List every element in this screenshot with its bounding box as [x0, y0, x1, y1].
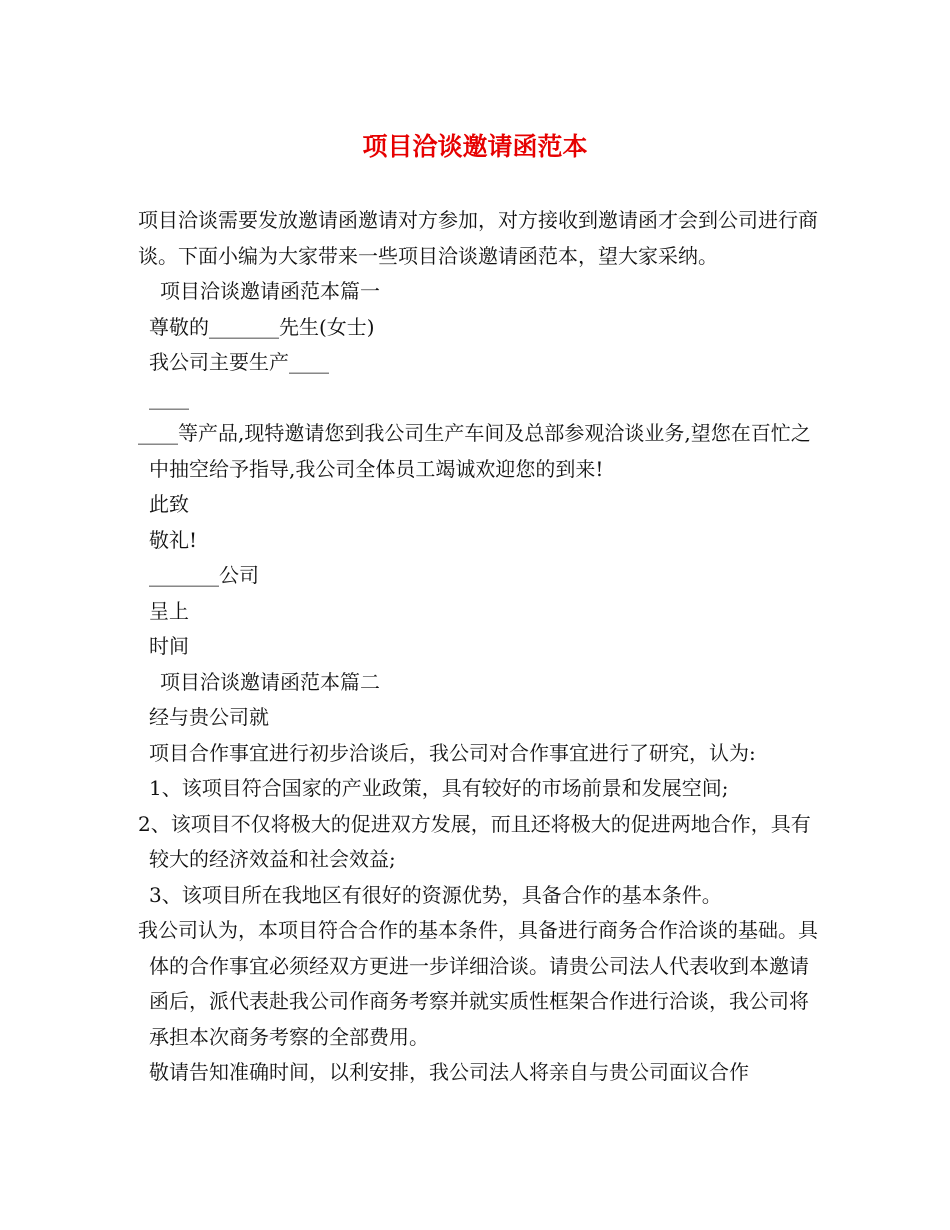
section-heading-1: 项目洽谈邀请函范本篇一 — [160, 279, 380, 303]
section-heading-2: 项目洽谈邀请函范本篇二 — [160, 669, 380, 694]
research-line: 项目合作事宜进行初步洽谈后，我公司对合作事宜进行了研究，认为: — [149, 740, 756, 765]
document-body — [138, 203, 828, 1091]
signature-company: _______公司 — [149, 563, 259, 587]
document-title: 项目洽谈邀请函范本 — [362, 132, 588, 161]
signature-date: 时间 — [149, 634, 189, 658]
intro-paragraph: 项目洽谈需要发放邀请函邀请对方参加，对方接收到邀请函才会到公司进行商谈。下面小编为大家带来一些项目洽谈邀请函范本，望大家采纳。 — [138, 208, 818, 268]
signature-presented: 呈上 — [149, 598, 189, 623]
salutation: 尊敬的_______先生(女士) — [149, 314, 375, 339]
point-1: 1、该项目符合国家的产业政策，具有较好的市场前景和发展空间; — [149, 776, 729, 800]
point-3: 3、该项目所在我地区有很好的资源优势，具备合作的基本条件。 — [149, 882, 722, 907]
closing-2: 敬礼! — [149, 527, 198, 552]
point-2: 2、该项目不仅将极大的促进双方发展，而且还将极大的促进两地合作，具有较大的经济效益和社会效益; — [138, 811, 811, 871]
closing-1: 此致 — [149, 492, 189, 516]
conclusion-paragraph: 我公司认为，本项目符合合作的基本条件，具备进行商务合作洽谈的基础。具体的合作事宜必须经双方更进一步详细洽谈。请贵公司法人代表收到本邀请函后，派代表赴我公司作商务考察并就实质性框架合作进行洽谈，我公司将承担本次商务考察的全部费用。 — [138, 918, 818, 1049]
invitation-paragraph: ____等产品,现特邀请您到我公司生产车间及总部参观洽谈业务,望您在百忙之中抽空给予指导,我公司全体员工竭诚欢迎您的到来! — [138, 421, 811, 481]
opening-line: 经与贵公司就 — [149, 705, 269, 729]
request-paragraph: 敬请告知准确时间，以利安排，我公司法人将亲自与贵公司面议合作 — [149, 1060, 749, 1084]
product-line: 我公司主要生产____ — [149, 350, 329, 374]
blank-line: ____ — [149, 385, 189, 410]
